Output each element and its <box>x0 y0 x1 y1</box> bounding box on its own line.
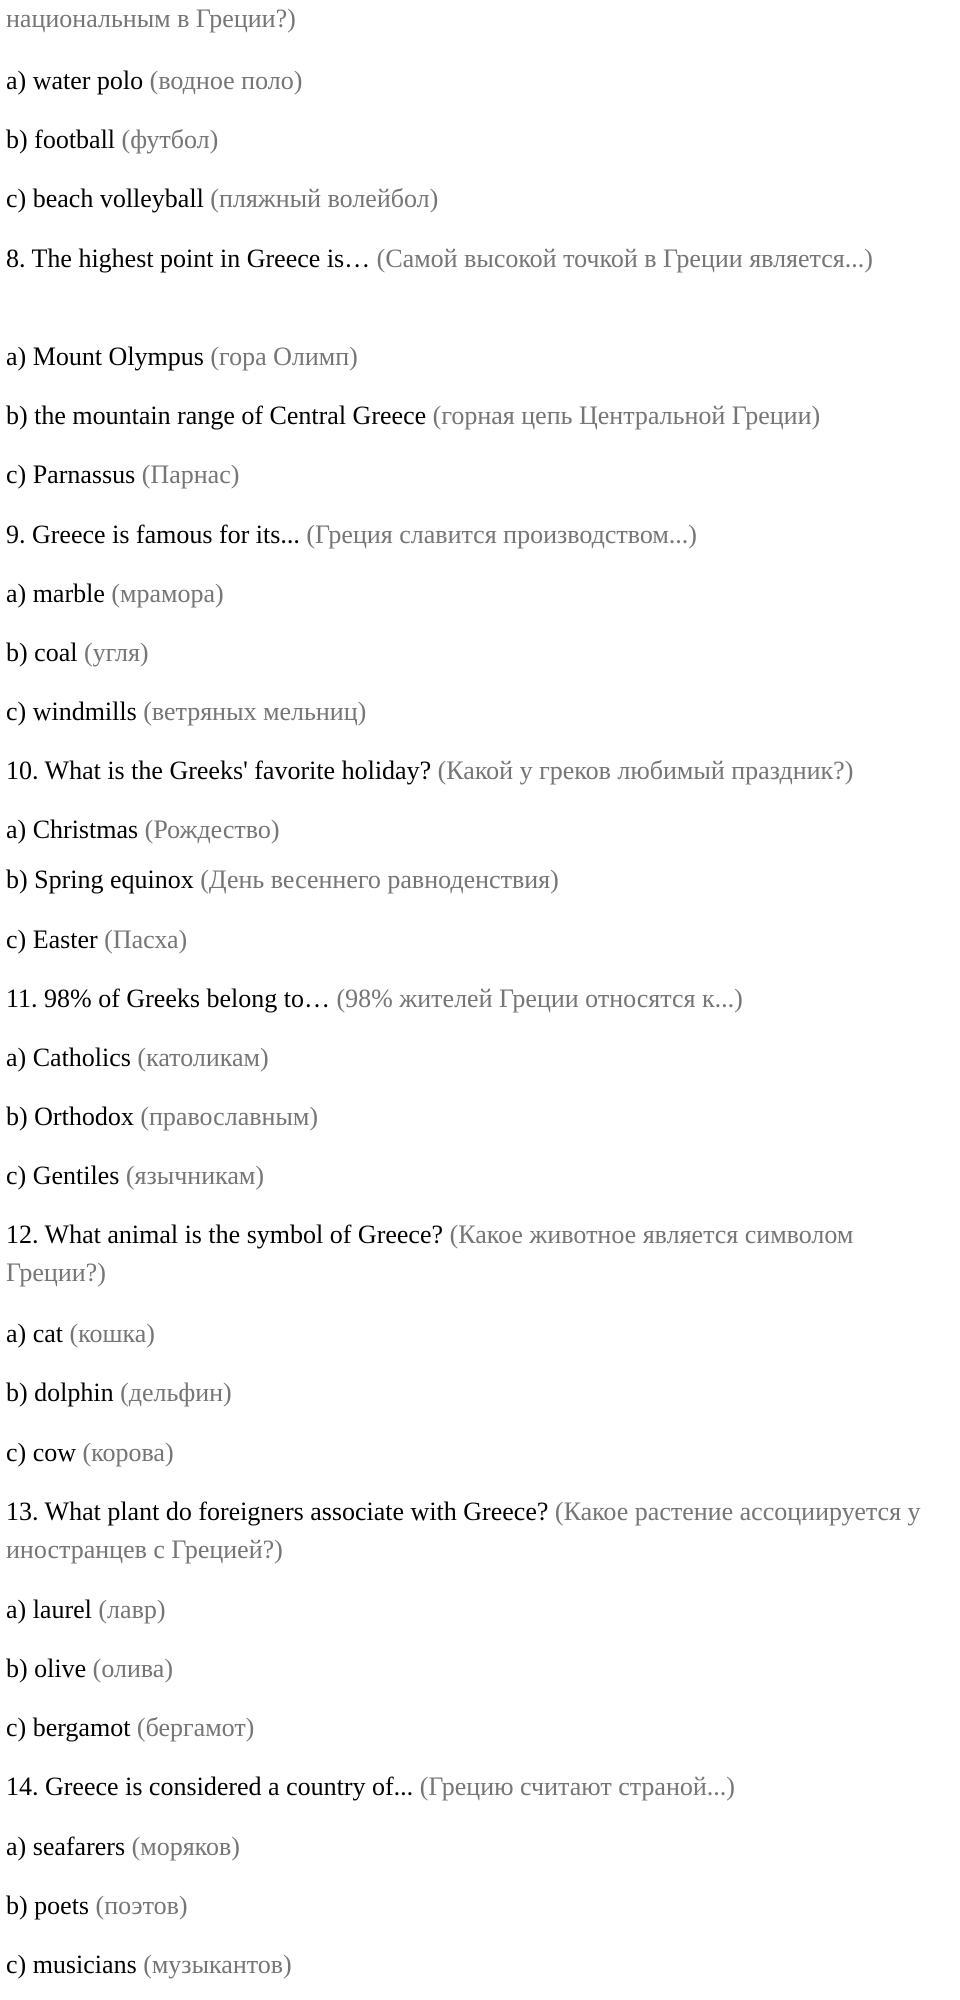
russian-translation: (дельфин) <box>120 1378 232 1407</box>
option-13b <box>6 1650 952 1688</box>
english-text: 10. What is the Greeks' favorite holiday? <box>6 756 432 785</box>
option-8c <box>6 456 952 494</box>
russian-translation: (Какое растение ассоциируется у иностранцев с Грецией?) <box>6 1497 921 1564</box>
option-12c <box>6 1434 952 1472</box>
english-text: a) cat <box>6 1319 64 1348</box>
russian-translation: (бергамот) <box>136 1713 255 1742</box>
question-8 <box>6 240 952 278</box>
option-12a <box>6 1315 952 1353</box>
question-13 <box>6 1493 952 1569</box>
russian-translation: (кошка) <box>69 1319 155 1348</box>
english-text: 8. The highest point in Greece is… <box>6 244 371 273</box>
english-text: a) Catholics <box>6 1043 131 1072</box>
question-14 <box>6 1768 952 1806</box>
english-text: a) Mount Olympus <box>6 342 204 371</box>
option-7a <box>6 62 952 100</box>
russian-translation: (98% жителей Греции относятся к...) <box>336 984 743 1013</box>
option-9a <box>6 575 952 613</box>
english-text: b) poets <box>6 1891 90 1920</box>
option-10a <box>6 811 952 849</box>
english-text: b) football <box>6 125 116 154</box>
option-8a <box>6 338 952 376</box>
english-text: c) bergamot <box>6 1713 131 1742</box>
question-11 <box>6 980 952 1018</box>
russian-translation: (Рождество) <box>144 815 280 844</box>
english-text: a) Christmas <box>6 815 139 844</box>
russian-translation: (пляжный волейбол) <box>210 184 439 213</box>
russian-translation: (горная цепь Центральной Греции) <box>432 401 821 430</box>
english-text: 9. Greece is famous for its... <box>6 520 300 549</box>
russian-translation: (гора Олимп) <box>210 342 358 371</box>
option-8b <box>6 397 952 435</box>
english-text: b) Orthodox <box>6 1102 134 1131</box>
russian-translation: (язычникам) <box>125 1161 264 1190</box>
russian-translation: (олива) <box>92 1654 173 1683</box>
option-14b <box>6 1887 952 1925</box>
option-12b <box>6 1374 952 1412</box>
russian-translation: (Какой у греков любимый праздник?) <box>437 756 854 785</box>
english-text: b) Spring equinox <box>6 865 194 894</box>
english-text: 12. What animal is the symbol of Greece? <box>6 1220 444 1249</box>
english-text: c) beach volleyball <box>6 184 204 213</box>
russian-translation: (поэтов) <box>95 1891 188 1920</box>
english-text: b) olive <box>6 1654 87 1683</box>
option-9c <box>6 693 952 731</box>
russian-translation: (Греция славится производством...) <box>306 520 697 549</box>
russian-translation: (День весеннего равноденствия) <box>200 865 559 894</box>
russian-translation: (Парнас) <box>141 460 240 489</box>
option-10c <box>6 921 952 959</box>
english-text: b) the mountain range of Central Greece <box>6 401 427 430</box>
english-text: 14. Greece is considered a country of... <box>6 1772 414 1801</box>
russian-translation: (мрамора) <box>111 579 224 608</box>
option-13a <box>6 1591 952 1629</box>
english-text: 13. What plant do foreigners associate with Greece? <box>6 1497 549 1526</box>
english-text: b) dolphin <box>6 1378 114 1407</box>
english-text: 11. 98% of Greeks belong to… <box>6 984 330 1013</box>
russian-translation: (корова) <box>82 1438 174 1467</box>
russian-translation: (Какое животное является символом Греции?) <box>6 1220 854 1287</box>
russian-translation: (водное поло) <box>149 66 303 95</box>
option-11b <box>6 1098 952 1136</box>
option-7b <box>6 121 952 159</box>
english-text: a) seafarers <box>6 1832 126 1861</box>
question-9 <box>6 516 952 554</box>
russian-translation: (моряков) <box>131 1832 240 1861</box>
russian-translation: (Пасха) <box>104 925 188 954</box>
english-text: c) Parnassus <box>6 460 136 489</box>
english-text: c) Gentiles <box>6 1161 120 1190</box>
russian-translation: (православным) <box>140 1102 319 1131</box>
russian-translation: (лавр) <box>98 1595 166 1624</box>
english-text: c) cow <box>6 1438 77 1467</box>
option-9b <box>6 634 952 672</box>
english-text: c) windmills <box>6 697 137 726</box>
russian-translation: (футбол) <box>121 125 219 154</box>
russian-translation: (музыкантов) <box>143 1950 292 1979</box>
english-text: a) marble <box>6 579 105 608</box>
option-11c <box>6 1157 952 1195</box>
question-12 <box>6 1216 952 1292</box>
russian-translation: национальным в Греции?) <box>6 4 296 33</box>
russian-translation: (угля) <box>83 638 149 667</box>
english-text: c) musicians <box>6 1950 137 1979</box>
russian-translation: (Самой высокой точкой в Греции является...) <box>376 244 873 273</box>
english-text: a) laurel <box>6 1595 92 1624</box>
english-text: a) water polo <box>6 66 144 95</box>
option-10b <box>6 861 952 899</box>
question-10 <box>6 752 952 790</box>
russian-translation: (католикам) <box>137 1043 269 1072</box>
english-text: c) Easter <box>6 925 98 954</box>
option-13c <box>6 1709 952 1747</box>
question-7-continuation <box>6 0 952 38</box>
option-14c <box>6 1946 952 1984</box>
option-7c <box>6 180 952 218</box>
english-text: b) coal <box>6 638 78 667</box>
option-11a <box>6 1039 952 1077</box>
russian-translation: (Грецию считают страной...) <box>419 1772 735 1801</box>
russian-translation: (ветряных мельниц) <box>143 697 367 726</box>
option-14a <box>6 1828 952 1866</box>
